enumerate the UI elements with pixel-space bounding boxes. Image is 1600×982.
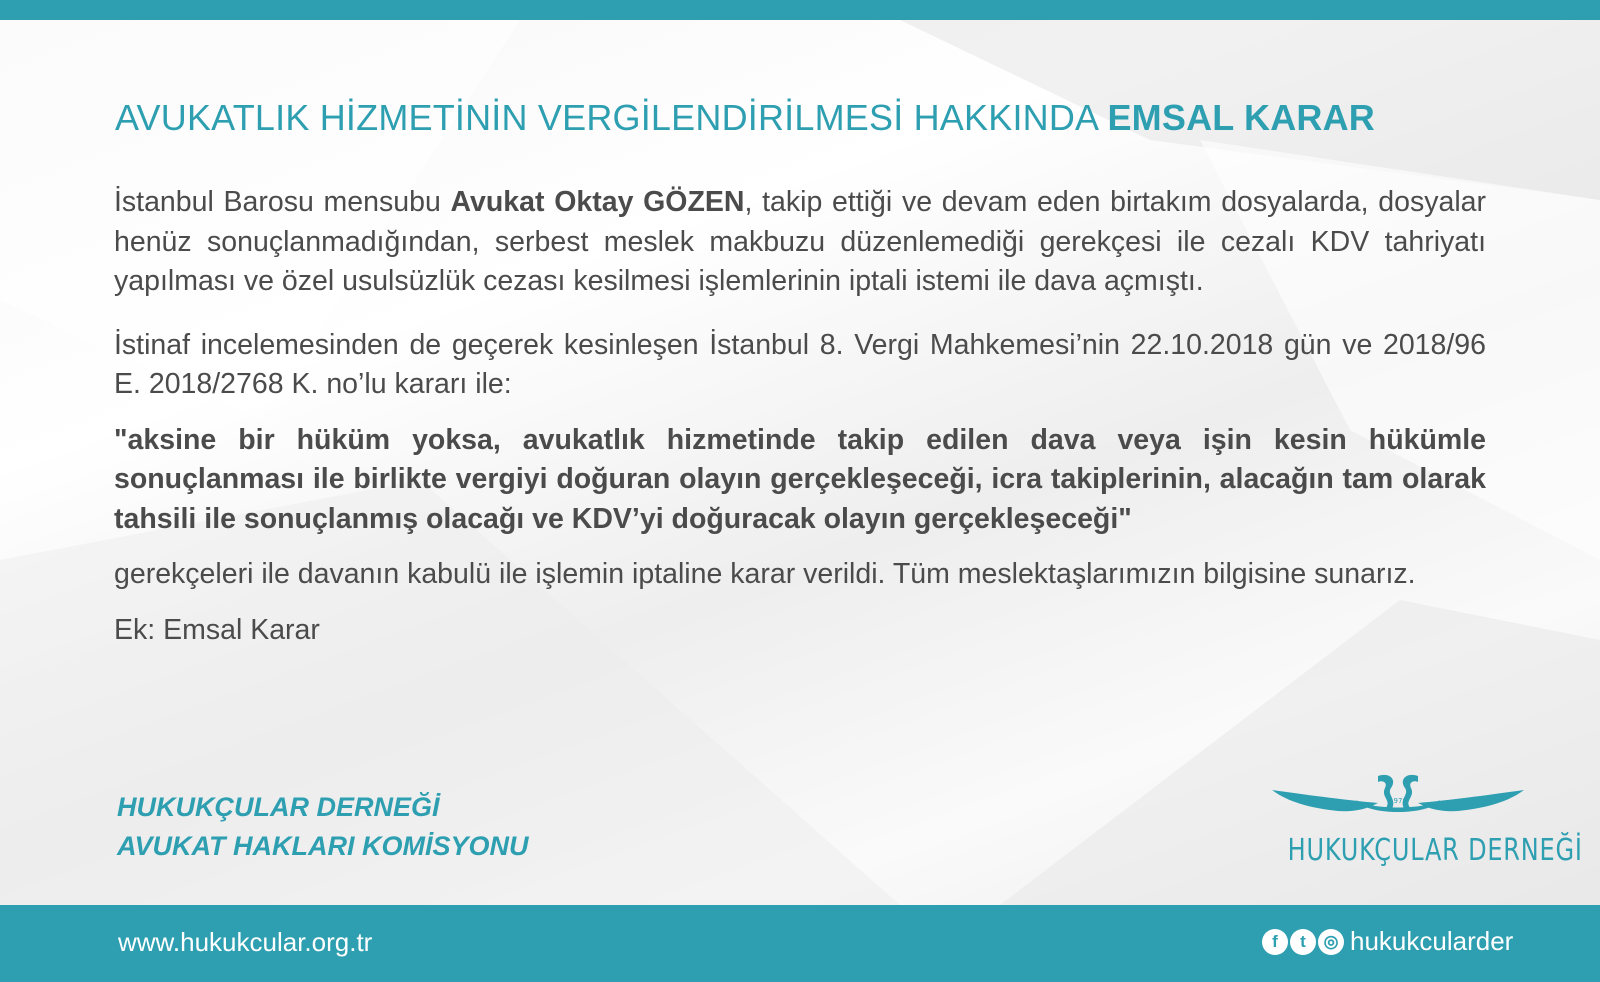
intro-paragraph: İstanbul Barosu mensubu Avukat Oktay GÖZEN, takip ettiği ve devam eden birtakım dosyalarda, dosyalar henüz sonuçlanmadığından, serbest meslek makbuzu düzenlemediği gerekçesi ile cezalı KDV tahriyatı yapılması ve özel usulsüzlük cezası kesilmesi işlemlerinin iptali istemi ile dava açmıştı. (114, 186, 1486, 297)
social-links (1262, 926, 1513, 957)
lawyer-name: Avukat Oktay GÖZEN (450, 186, 745, 218)
logo-wordmark: HUKUKÇULAR DERNEĞİ (1287, 833, 1583, 868)
social-handle[interactable]: hukukcularder (1350, 926, 1514, 956)
decision-quote: "aksine bir hüküm yoksa, avukatlık hizmetinde takip edilen dava veya işin kesin hükümle sonuçlanması ile birlikte vergiyi doğuran olayın gerçekleşeceği, icra takiplerinin, alacağın tam olarak tahsili ile sonuçlanmış olacağı ve KDV’yi doğuracak olayın gerçekleşeceği" (114, 423, 1486, 535)
logo-year: 1970 (1389, 797, 1407, 805)
website-link[interactable]: www.hukukcular.org.tr (118, 927, 373, 957)
top-accent-bar (0, 0, 1600, 20)
title-emphasis: EMSAL KARAR (1107, 97, 1376, 138)
signature-organization: HUKUKÇULAR DERNEĞİ (117, 792, 440, 822)
organization-logo (1260, 770, 1583, 880)
page-title: AVUKATLIK HİZMETİNİN VERGİLENDİRİLMESİ HAKKINDA EMSAL KARAR (115, 97, 1376, 138)
announcement-body (114, 183, 1486, 650)
attachment-note: Ek: Emsal Karar (114, 613, 320, 646)
facebook-icon[interactable]: f (1262, 929, 1288, 955)
court-decision-paragraph: İstinaf incelemesinden de geçerek kesinleşen İstanbul 8. Vergi Mahkemesi’nin 22.10.2018 gün ve 2018/96 E. 2018/2768 K. no’lu kararı ile: (114, 328, 1486, 400)
instagram-icon[interactable]: ◎ (1318, 929, 1344, 955)
twitter-icon[interactable]: t (1290, 929, 1316, 955)
conclusion-paragraph: gerekçeleri ile davanın kabulü ile işlemin iptaline karar verildi. Tüm meslektaşlarımızın bilgisine sunarız. (114, 558, 1416, 590)
signature-block (117, 788, 529, 866)
signature-commission: AVUKAT HAKLARI KOMİSYONU (117, 831, 529, 861)
